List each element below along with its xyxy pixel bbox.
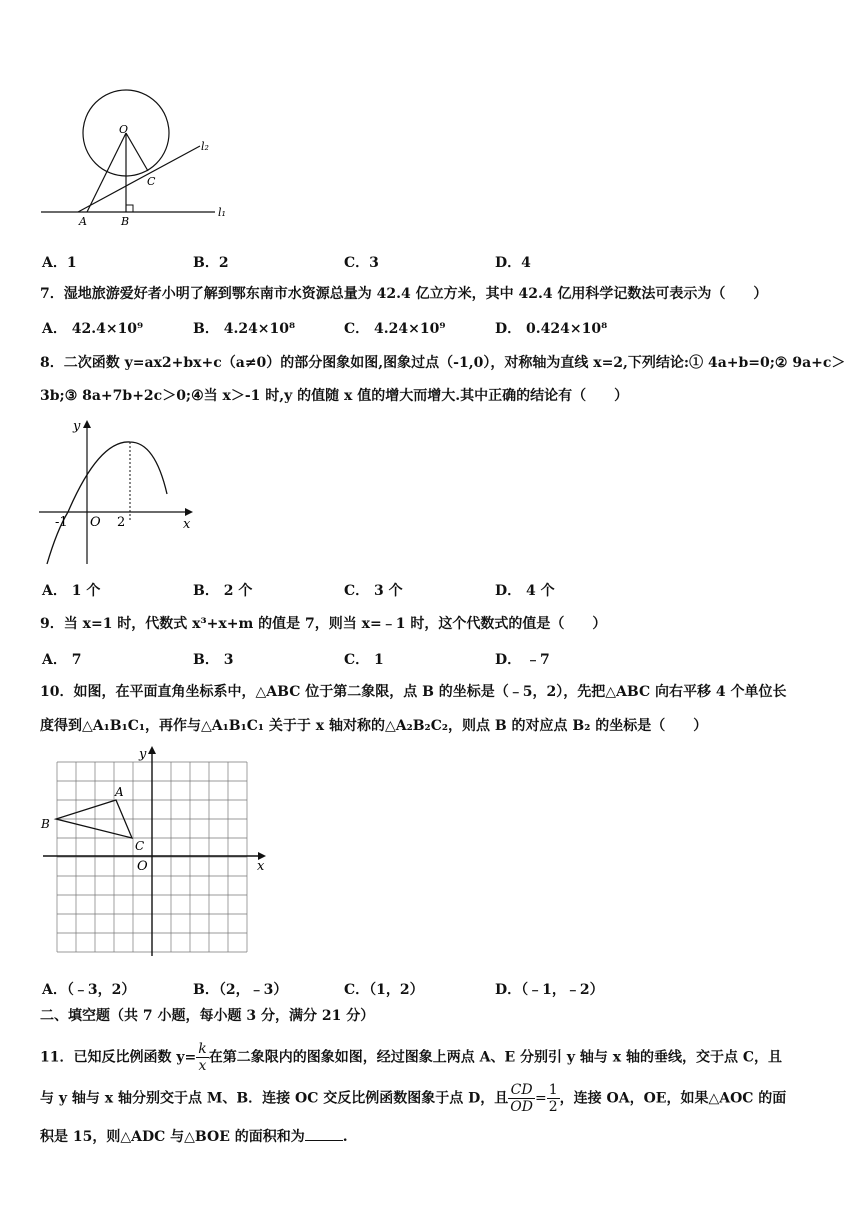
q11-line1-start: 11．已知反比例函数 y=: [40, 1049, 197, 1066]
fraction-one-half: [547, 1082, 560, 1115]
q7-option-c: C． 4.24×10⁹: [344, 321, 446, 337]
y-axis-arrow-icon: [83, 420, 91, 428]
q11-line2-start: 与 y 轴与 x 轴分别交于点 M、B．连接 OC 交反比例函数图象于点 D，且: [40, 1090, 509, 1107]
label-x: x: [257, 859, 265, 874]
q8-option-d: D． 4 个: [495, 583, 555, 599]
label-l1: l₁: [218, 206, 226, 219]
q9-option-b: B． 3: [193, 652, 234, 668]
q10-option-d: D．（﹣1，﹣2）: [495, 982, 604, 998]
q11-line2-end: ，连接 OA，OE，如果△AOC 的面: [559, 1090, 787, 1107]
q7-option-d: D． 0.424×10⁸: [495, 321, 608, 337]
q6-option-d: D．4: [495, 255, 531, 271]
q11-line1: [40, 1041, 782, 1074]
label-A: A: [79, 215, 87, 228]
q9-option-a: A． 7: [42, 652, 82, 668]
q8-option-a: A． 1 个: [42, 583, 101, 599]
label-O: O: [119, 123, 129, 136]
q9-option-d: D． ﹣7: [495, 652, 550, 668]
q11-line3: [40, 1126, 348, 1147]
fraction-cd-over-od: [508, 1082, 535, 1115]
fraction-numerator: k: [198, 1041, 207, 1057]
q9-text: 9．当 x=1 时，代数式 x³+x+m 的值是 7，则当 x=﹣1 时，这个代数式的值是（ ）: [40, 616, 607, 632]
label-x: x: [183, 517, 191, 532]
label-B: B: [41, 817, 50, 831]
q6-option-c: C．3: [344, 255, 379, 271]
segment-OA: [87, 133, 126, 212]
q7-text: 7．湿地旅游爱好者小明了解到鄂东南市水资源总量为 42.4 亿立方米，其中 42.4 亿用科学记数法可表示为（ ）: [40, 286, 768, 302]
q8-option-b: B． 2 个: [193, 583, 253, 599]
q10-option-c: C．（1，2）: [344, 982, 424, 998]
label-y: y: [73, 419, 81, 434]
q10-option-b: B．（2，﹣3）: [193, 982, 288, 998]
q9-option-c: C． 1: [344, 652, 384, 668]
label-B: B: [121, 215, 130, 228]
label-O: O: [137, 859, 148, 874]
answer-blank[interactable]: [305, 1126, 343, 1141]
label-A: A: [115, 785, 124, 799]
fraction-denominator: OD: [510, 1099, 533, 1115]
q8-line2: 3b;③ 8a+7b+2c＞0;④当 x＞-1 时,y 的值随 x 值的增大而增大.其中正确的结论有（ ）: [40, 388, 629, 404]
q7-option-b: B． 4.24×10⁸: [193, 321, 296, 337]
q10-line1: 10．如图，在平面直角坐标系中，△ABC 位于第二象限，点 B 的坐标是（﹣5，2），先把△ABC 向右平移 4 个单位长: [40, 684, 787, 700]
label-y: y: [139, 747, 147, 762]
fraction-numerator: CD: [508, 1082, 535, 1099]
q8-figure: [35, 412, 205, 570]
q11-line1-end: 在第二象限内的图象如图，经过图象上两点 A、E 分别引 y 轴与 x 轴的垂线，交于点 C，且: [208, 1049, 782, 1066]
label-2: 2: [117, 515, 126, 530]
q6-option-a: A．1: [42, 255, 77, 271]
q10-line2: 度得到△A₁B₁C₁，再作与△A₁B₁C₁ 关于于 x 轴对称的△A₂B₂C₂，则点 B 的对应点 B₂ 的坐标是（ ）: [40, 718, 708, 734]
q6-option-b: B．2: [193, 255, 229, 271]
q11-line3-end: .: [342, 1129, 348, 1145]
fraction-k-over-x: [196, 1041, 208, 1074]
fraction-denominator: x: [198, 1058, 207, 1074]
fraction-denominator: 2: [548, 1099, 558, 1115]
y-axis-arrow-icon: [148, 746, 156, 754]
section-title: 二、填空题（共 7 小题，每小题 3 分，满分 21 分）: [40, 1008, 375, 1024]
q11-line2: [40, 1082, 786, 1115]
q6-figure: [35, 88, 240, 230]
q8-option-c: C． 3 个: [344, 583, 403, 599]
fraction-numerator: 1: [548, 1082, 558, 1098]
label-neg1: -1: [55, 515, 68, 530]
q10-option-a: A．（﹣3，2）: [42, 982, 136, 998]
right-angle-mark: [126, 205, 133, 212]
q11-line3-text: 积是 15，则△ADC 与△BOE 的面积和为: [40, 1129, 305, 1145]
q8-line1: 8．二次函数 y=ax2+bx+c（a≠0）的部分图象如图,图象过点（-1,0），对称轴为直线 x=2,下列结论:① 4a+b=0;② 9a+c＞: [40, 355, 846, 371]
q7-option-a: A． 42.4×10⁹: [42, 321, 144, 337]
segment-OC: [126, 133, 148, 171]
label-C: C: [135, 839, 145, 853]
parabola-curve: [47, 442, 167, 564]
q10-figure: [35, 742, 275, 958]
label-C: C: [147, 175, 156, 188]
x-axis-arrow-icon: [185, 508, 193, 516]
label-O: O: [90, 515, 101, 530]
label-l2: l₂: [201, 140, 209, 153]
equals-sign: =: [534, 1090, 547, 1107]
